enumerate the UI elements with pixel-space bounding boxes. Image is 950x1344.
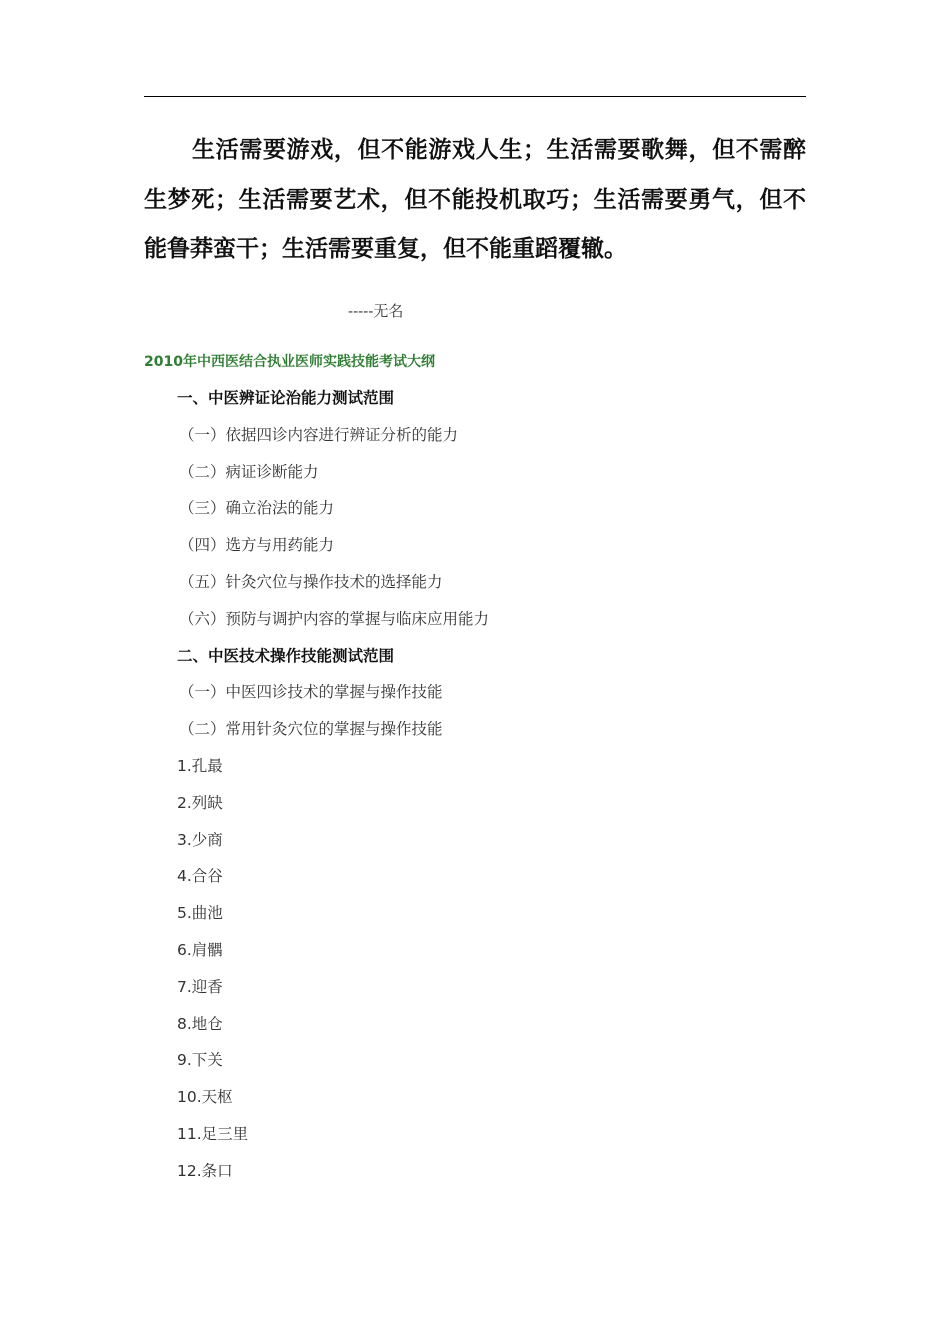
acupoint-number: 11. [177, 1124, 202, 1143]
outline-item: （五）针灸穴位与操作技术的选择能力 [179, 572, 443, 591]
acupoint-name: 肩髃 [191, 940, 223, 959]
acupoint-number: 9. [177, 1051, 192, 1070]
acupoint-name: 天枢 [201, 1088, 233, 1107]
outline-item: （六）预防与调护内容的掌握与临床应用能力 [179, 609, 490, 628]
acupoint-item [177, 895, 489, 932]
acupoint-item [177, 969, 489, 1006]
quote-author: -----无名 [348, 302, 404, 320]
outline-item: （三）确立治法的能力 [179, 499, 335, 518]
acupoint-number: 1. [177, 756, 192, 775]
quote-paragraph: 生活需要游戏，但不能游戏人生；生活需要歌舞，但不需醉生梦死；生活需要艺术，但不能投机取巧；生活需要勇气，但不能鲁莽蛮干；生活需要重复，但不能重蹈覆辙。 [144, 137, 806, 262]
acupoint-number: 5. [177, 904, 192, 923]
outline-list [177, 380, 489, 1190]
acupoint-item [177, 1153, 489, 1190]
acupoint-name: 曲池 [191, 904, 223, 923]
acupoint-name: 少商 [191, 830, 223, 849]
acupoint-name: 合谷 [191, 867, 223, 886]
acupoint-number: 7. [177, 977, 192, 996]
acupoint-item [177, 822, 489, 859]
acupoint-name: 足三里 [201, 1124, 249, 1143]
acupoint-item [177, 748, 489, 785]
acupoint-item [177, 1079, 489, 1116]
acupoint-item [177, 932, 489, 969]
outline-heading: 二、中医技术操作技能测试范围 [177, 646, 395, 665]
acupoint-name: 迎香 [191, 977, 223, 996]
acupoint-number: 4. [177, 867, 192, 886]
acupoint-name: 孔最 [191, 756, 223, 775]
acupoint-name: 条口 [201, 1161, 233, 1180]
acupoint-name: 地仓 [191, 1014, 223, 1033]
acupoint-number: 8. [177, 1014, 192, 1033]
outline-title: 2010年中西医结合执业医师实践技能考试大纲 [144, 354, 435, 370]
outline-heading: 一、中医辨证论治能力测试范围 [177, 389, 395, 407]
acupoint-number: 10. [177, 1088, 202, 1107]
outline-item: （二）常用针灸穴位的掌握与操作技能 [179, 720, 443, 739]
acupoint-item [177, 858, 489, 895]
acupoint-item [177, 1042, 489, 1079]
acupoint-number: 6. [177, 940, 192, 959]
acupoint-number: 12. [177, 1161, 202, 1180]
acupoint-number: 2. [177, 793, 192, 812]
outline-item: （四）选方与用药能力 [179, 536, 335, 555]
outline-item: （一）依据四诊内容进行辨证分析的能力 [179, 425, 459, 444]
acupoint-item [177, 1006, 489, 1043]
acupoint-item [177, 1116, 489, 1153]
outline-item: （二）病证诊断能力 [179, 462, 319, 481]
header-rule [144, 96, 806, 97]
acupoint-item [177, 785, 489, 822]
acupoint-name: 列缺 [191, 793, 223, 812]
acupoint-number: 3. [177, 830, 192, 849]
outline-item: （一）中医四诊技术的掌握与操作技能 [179, 683, 443, 702]
acupoint-name: 下关 [191, 1051, 223, 1070]
